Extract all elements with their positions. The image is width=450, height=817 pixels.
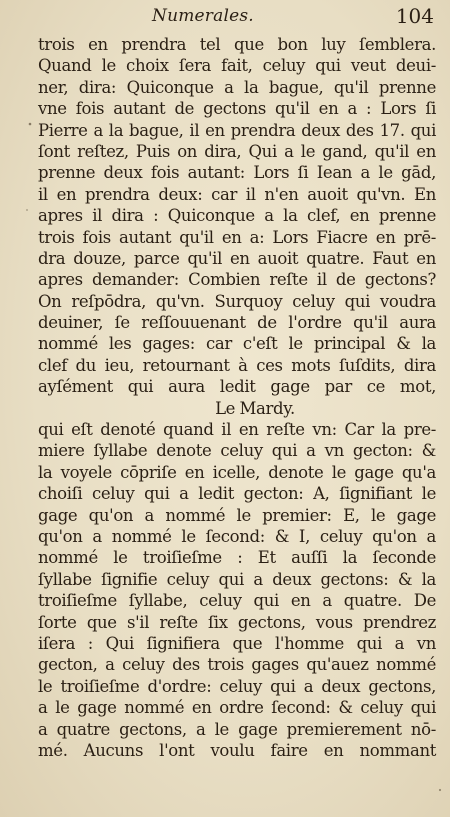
text-line: iſera : Qui ſignifiera que l'homme qui a vn [38,633,436,653]
text-line: gage qu'on a nommé le premier: E, le gage [38,505,436,525]
text-line: la voyele cōpriſe en icelle, denote le gage qu'a [38,462,436,482]
text-line: gecton, a celuy des trois gages qu'auez nommé [38,655,436,675]
text-line: il en prendra deux: car il n'en auoit qu'vn. En [38,184,436,204]
section-heading [38,398,436,419]
text-line: ſont reſtez, Puis on dira, Qui a le gand, qu'il en [38,141,436,161]
text-line: vne fois autant de gectons qu'il en a : Lors ſi [38,99,436,119]
text-line: troiſieſme ſyllabe, celuy qui en a quatre. De [38,591,436,611]
text-line: nommé les gages: car c'eſt le principal & la [38,334,436,354]
text-line: qu'on a nommé le ſecond: & I, celuy qu'on a [38,526,436,546]
section-heading-text: Le Mardy. [215,398,295,418]
text-line: Quand le choix ſera fait, celuy qui veut deui- [38,56,436,76]
text-line: Pierre a la bague, il en prendra deux des 17. qui [38,120,436,140]
text-line: clef du ieu, retournant à ces mots ſuſdits, dira [38,355,436,375]
text-line: trois en prendra tel que bon luy ſemblera. [38,35,436,54]
text-line: ſorte que s'il reſte ſix gectons, vous prendrez [38,612,436,632]
text-line: On reſpōdra, qu'vn. Surquoy celuy qui voudra [38,291,436,311]
text-line: dra douze, parce qu'il en auoit quatre. Faut en [38,248,436,268]
text-line: nommé le troiſieſme : Et auſſi la ſeconde [38,548,436,568]
text-line: miere ſyllabe denote celuy qui a vn gecton: & [38,441,436,461]
ink-speck [29,123,32,126]
text-line: ayſément qui aura ledit gage par ce mot, [38,377,436,397]
text-line: ſyllabe ſignifie celuy qui a deux gectons: & la [38,569,436,589]
page-header [40,4,436,30]
text-line: deuiner, ſe reſſouuenant de l'ordre qu'il aura [38,313,436,333]
text-line: trois fois autant qu'il en a: Lors Fiacre en prē- [38,227,436,247]
running-title: Numerales. [152,6,254,26]
text-line: mé. Aucuns l'ont voulu faire en nommant [38,740,436,760]
ink-speck [26,209,28,211]
text-line: choiſi celuy qui a ledit gecton: A, ſignifiant le [38,484,436,504]
page-number: 104 [395,4,434,28]
text-line: prenne deux fois autant: Lors ſi Iean a le gād, [38,163,436,183]
text-line: apres demander: Combien reſte il de gectons? [38,270,436,290]
text-line: ner, dira: Quiconque a la bague, qu'il prenne [38,77,436,97]
text-line: apres il dira : Quiconque a la clef, en prenne [38,206,436,226]
text-line: le troiſieſme d'ordre: celuy qui a deux gectons, [38,676,436,696]
text-line: qui eſt denoté quand il en reſte vn: Car la pre- [38,420,436,440]
text-line: a le gage nommé en ordre ſecond: & celuy qui [38,698,436,718]
ink-speck [439,789,441,791]
text-line: a quatre gectons, a le gage premierement nō- [38,719,436,739]
body-text [38,34,436,761]
